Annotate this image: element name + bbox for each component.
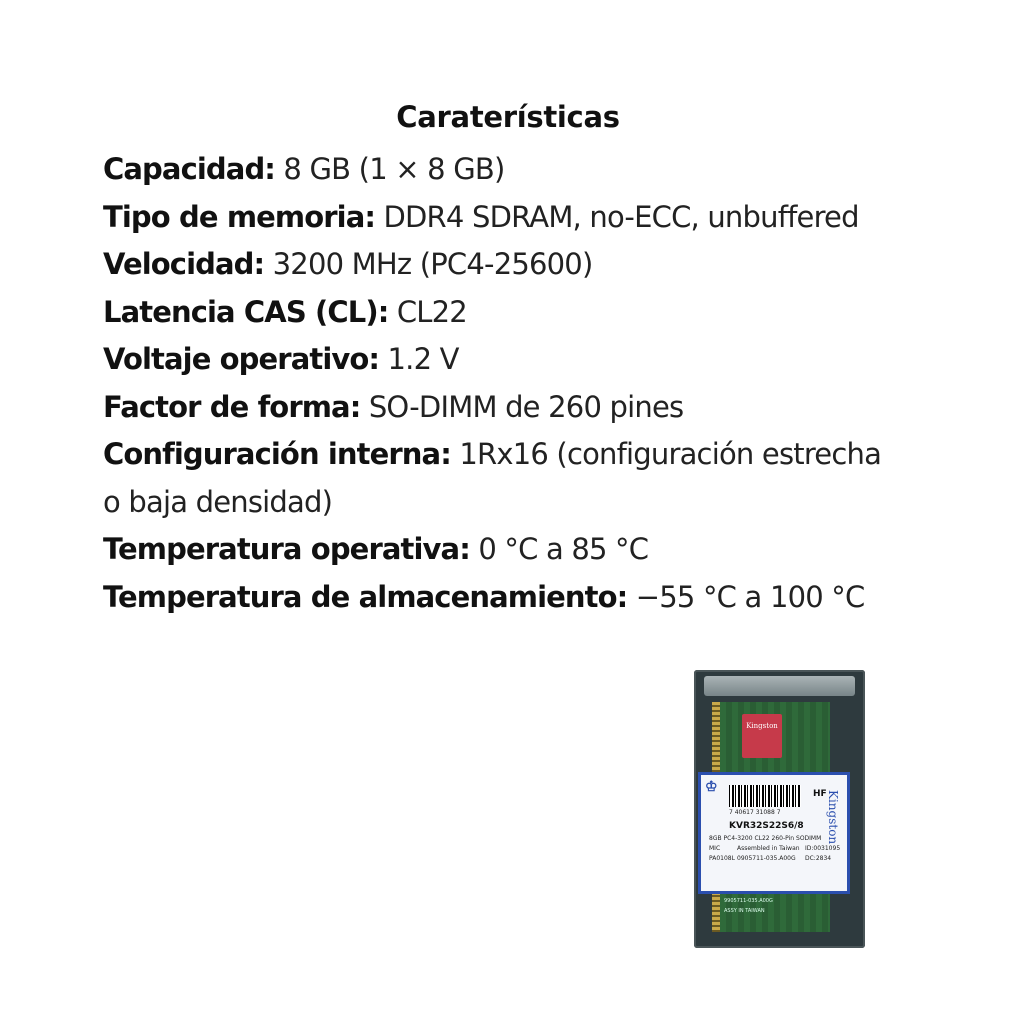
spec-value: 3200 MHz (PC4-25600) [272,247,593,281]
spec-label: Temperatura operativa: [103,532,470,566]
side-brand-text: Kingston [826,790,840,845]
hf-mark: HF [813,789,827,799]
spec-capacity [103,146,903,194]
spec-value: SO-DIMM de 260 pines [368,389,684,424]
chip-brand: Kingston [746,722,778,730]
spec-value: 8 GB (1 × 8 GB) [283,152,505,186]
kingston-logo-icon: ♔ [705,779,718,795]
spec-operating-temp [103,526,903,574]
spec-label: Tipo de memoria: [103,199,376,234]
assembled-text: Assembled in Taiwan [737,845,800,852]
ram-module-photo [694,670,865,948]
spec-memory-type [103,194,903,242]
spec-label: Voltaje operativo: [103,342,380,376]
model-number: KVR32S22S6/8 [729,821,804,831]
blister-pack [704,676,855,696]
section-title: Caraterísticas [396,100,620,134]
spec-value: 1.2 V [387,342,459,376]
spec-value: 1Rx16 (configuración estrecha o baja densidad) [103,437,882,519]
mic-label: MIC [709,845,721,852]
left-code: PA0108L [709,855,735,862]
spec-label: Capacidad: [103,152,275,186]
spec-voltage [103,336,903,384]
part-number: 0905711-035.A00G [737,855,796,862]
spec-label: Configuración interna: [103,437,451,471]
spec-list [103,146,903,621]
barcode [729,785,801,807]
spec-internal-config [103,431,903,526]
module-desc: 8GB PC4-3200 CL22 260-Pin SODIMM [709,835,822,842]
spec-cas-latency [103,289,903,337]
bottom-label-2: ASSY IN TAIWAN [724,908,765,914]
spec-label: Latencia CAS (CL): [103,294,389,329]
bottom-label-1: 9905711-035.A00G [724,898,773,904]
memory-chip [742,714,782,758]
barcode-digits: 7 40617 31088 7 [729,809,781,816]
spec-form-factor [103,384,903,432]
spec-value: DDR4 SDRAM, no-ECC, unbuffered [383,199,859,234]
spec-speed [103,241,903,289]
spec-storage-temp [103,574,903,622]
spec-label: Factor de forma: [103,389,361,424]
spec-label: Temperatura de almacenamiento: [103,579,628,614]
spec-value: CL22 [396,294,467,329]
id-code: ID:0031095 [805,845,841,852]
spec-label: Velocidad: [103,247,265,281]
spec-value: −55 °C a 100 °C [635,579,865,614]
date-code: DC:2834 [805,855,832,862]
spec-value: 0 °C a 85 °C [478,532,649,566]
